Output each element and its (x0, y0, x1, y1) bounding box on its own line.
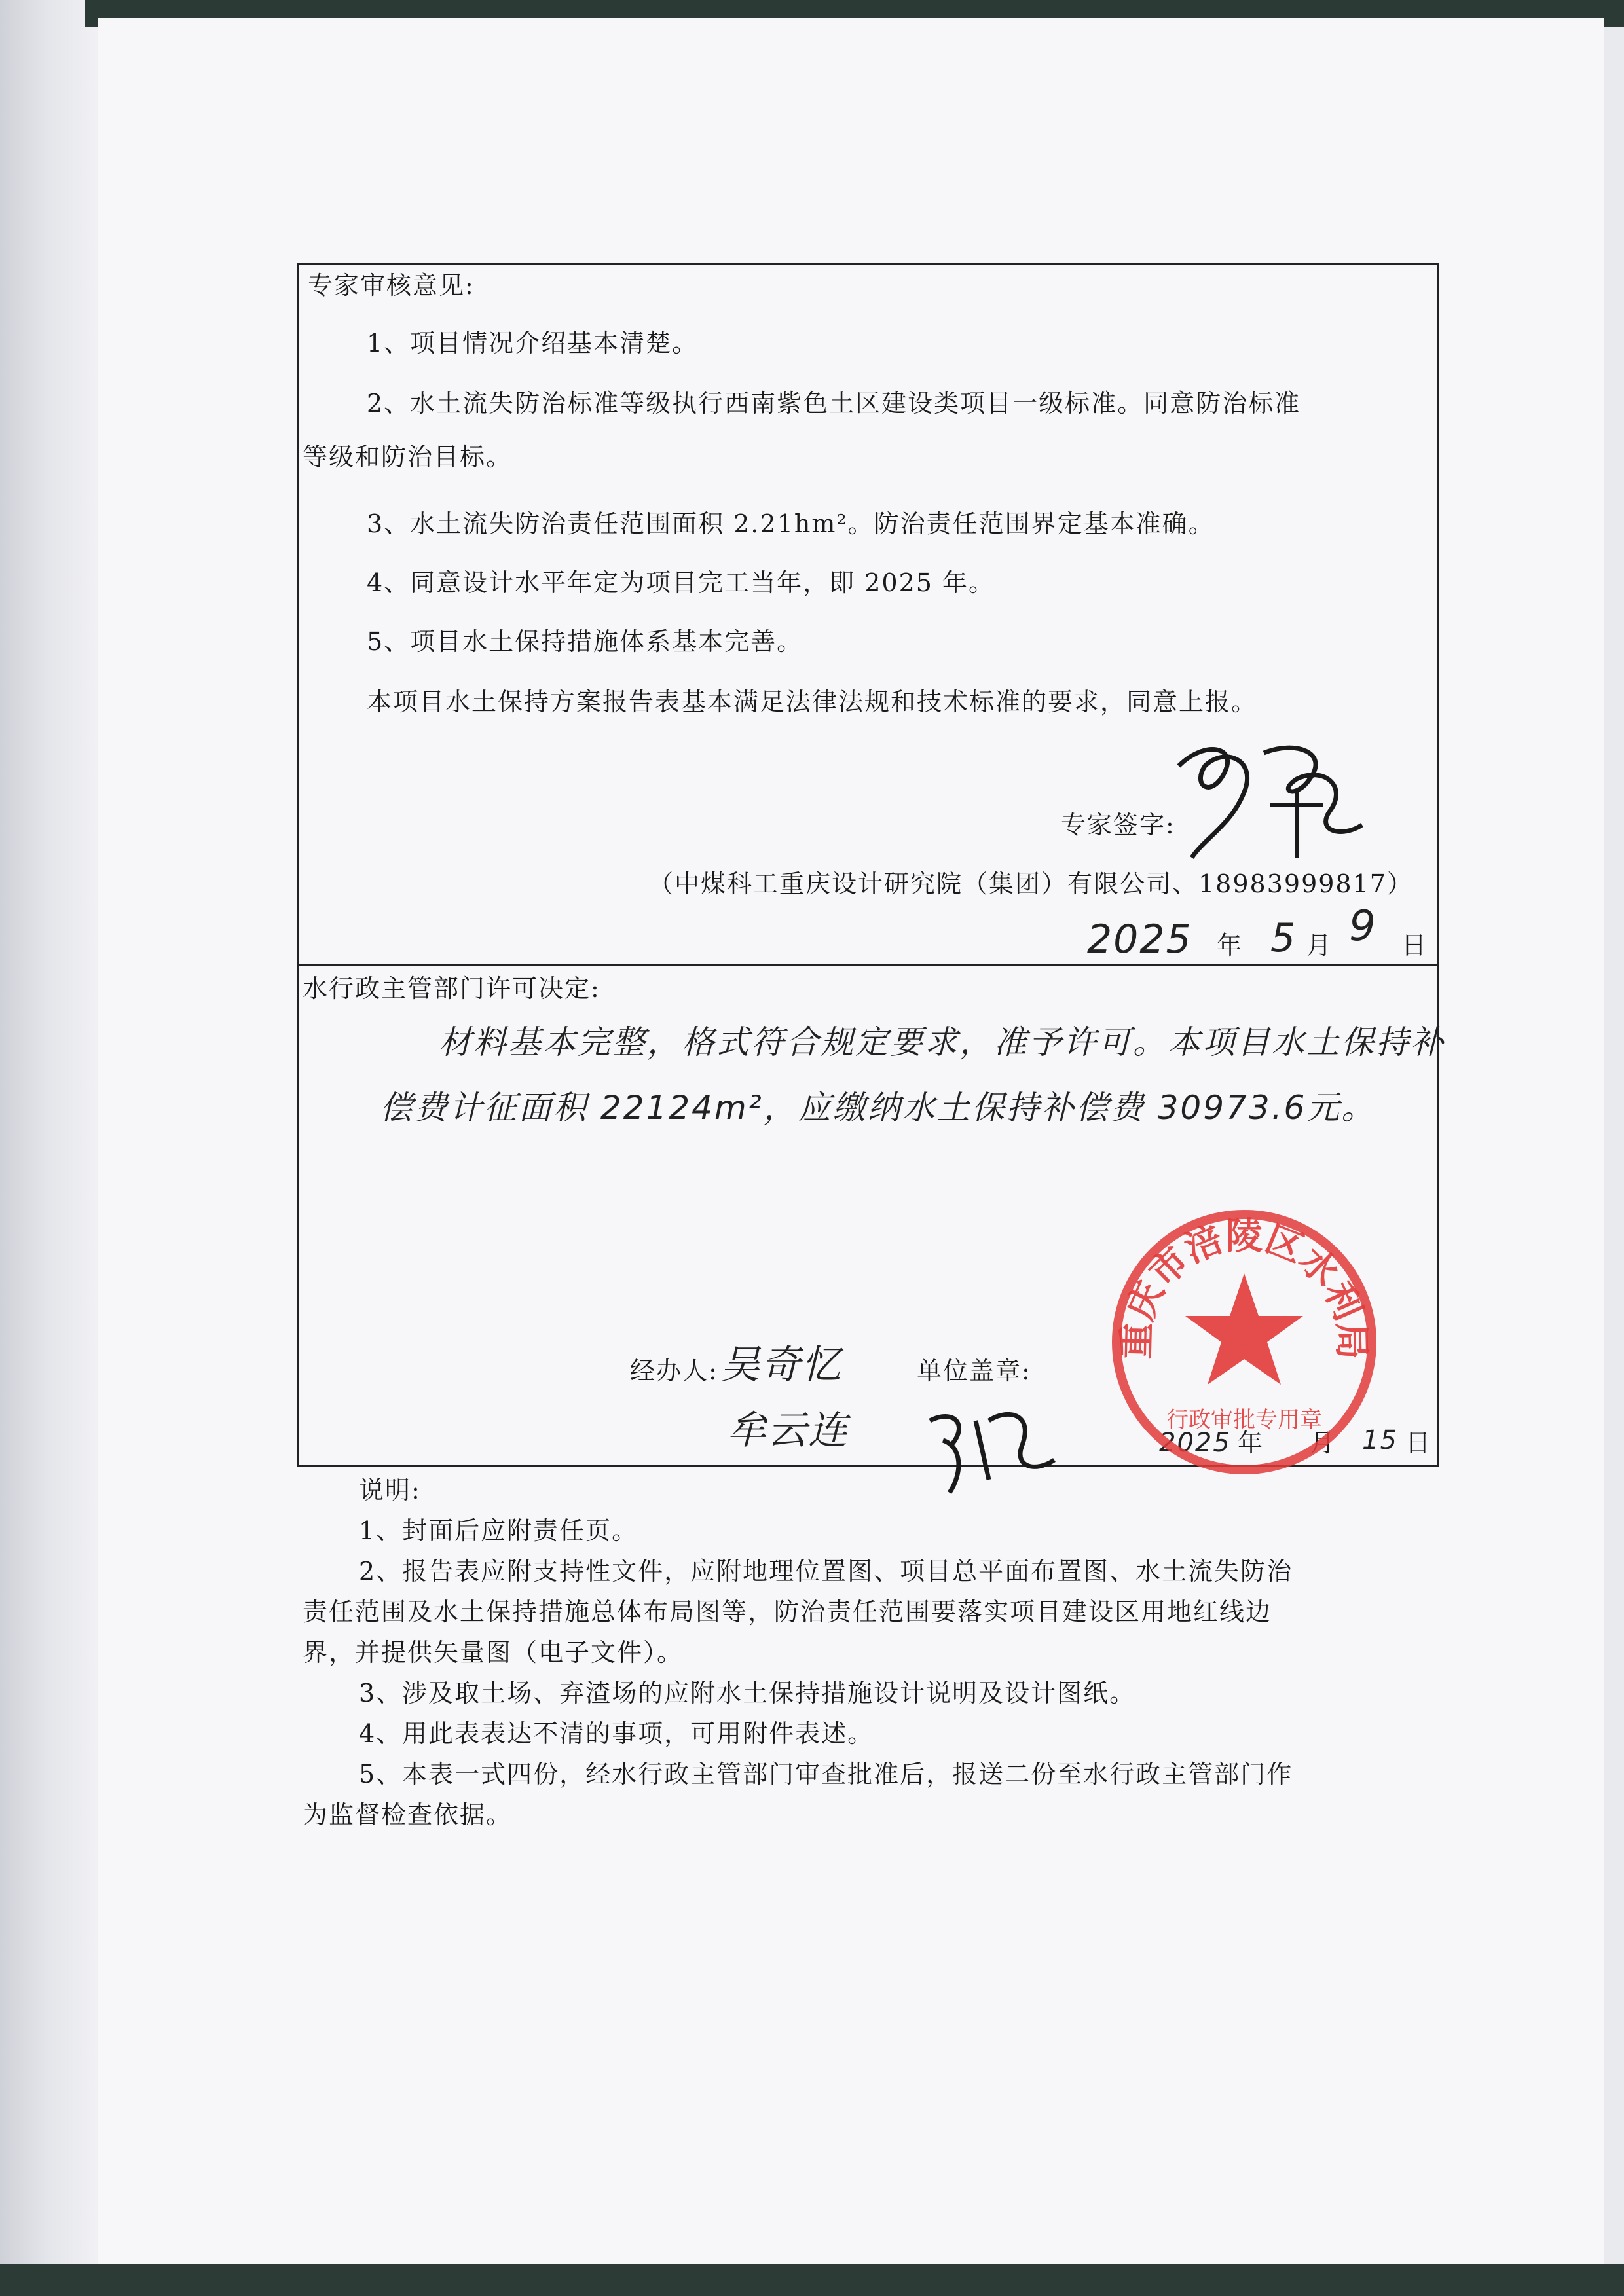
handler-signature: 吴奇忆 (720, 1342, 842, 1388)
table-divider (297, 964, 1439, 966)
expert-conclusion: 本项目水土保持方案报告表基本满足法律法规和技术标准的要求，同意上报。 (367, 687, 1258, 716)
scan-shadow (0, 0, 105, 2296)
svg-text:行政审批专用章: 行政审批专用章 (1166, 1407, 1322, 1433)
expert-signature-label: 专家签字: (1061, 811, 1175, 839)
admin-decision-heading: 水行政主管部门许可决定: (303, 974, 600, 1003)
expert-item-5: 5、项目水土保持措施体系基本完善。 (367, 627, 803, 656)
note-line-6: 4、用此表表达不清的事项，可用附件表述。 (359, 1719, 874, 1748)
note-line-8: 为监督检查依据。 (303, 1800, 513, 1829)
note-line-4: 界，并提供矢量图（电子文件）。 (303, 1638, 684, 1667)
expert-item-4: 4、同意设计水平年定为项目完工当年，即 2025 年。 (367, 568, 995, 597)
note-line-2: 2、报告表应附支持性文件，应附地理位置图、项目总平面布置图、水土流失防治 (359, 1557, 1293, 1586)
expert-date-year-label: 年 (1217, 931, 1244, 960)
expert-item-2-cont: 等级和防治目标。 (303, 443, 513, 471)
note-line-1: 1、封面后应附责任页。 (359, 1516, 638, 1545)
expert-affiliation: （中煤科工重庆设计研究院（集团）有限公司、18983999817） (648, 869, 1413, 898)
admin-date-month-label: 月 (1310, 1429, 1337, 1457)
admin-decision-line-2: 偿费计征面积 22124m²，应缴纳水土保持补偿费 30973.6元。 (380, 1089, 1376, 1127)
expert-date-day-label: 日 (1401, 931, 1428, 960)
official-seal-stamp (1107, 1205, 1382, 1480)
note-line-5: 3、涉及取土场、弃渣场的应附水土保持措施设计说明及设计图纸。 (359, 1679, 1136, 1707)
expert-date-month-label: 月 (1306, 931, 1333, 960)
expert-date-day: 9 (1349, 902, 1377, 951)
admin-decision-line-1: 材料基本完整，格式符合规定要求，准予许可。本项目水土保持补 (439, 1023, 1445, 1061)
approver-signature (923, 1401, 1061, 1499)
notes-heading: 说明: (359, 1476, 421, 1504)
expert-date-month: 5 (1270, 915, 1297, 961)
svg-text:重庆市涪陵区水利局: 重庆市涪陵区水利局 (1115, 1214, 1374, 1360)
handler-label: 经办人: (630, 1357, 718, 1385)
expert-item-3: 3、水土流失防治责任范围面积 2.21hm²。防治责任范围界定基本准确。 (367, 509, 1215, 538)
note-line-7: 5、本表一式四份，经水行政主管部门审查批准后，报送二份至水行政主管部门作 (359, 1760, 1293, 1789)
handler-signature-2: 牟云连 (727, 1408, 849, 1453)
scan-border-bottom (0, 2264, 1624, 2296)
admin-date-day: 15 (1362, 1425, 1398, 1455)
expert-date-year: 2025 (1087, 917, 1192, 962)
expert-opinion-heading: 专家审核意见: (308, 271, 475, 300)
admin-date-day-label: 日 (1405, 1429, 1432, 1457)
note-line-3: 责任范围及水土保持措施总体布局图等，防治责任范围要落实项目建设区用地红线边 (303, 1597, 1272, 1626)
seal-label: 单位盖章: (917, 1357, 1031, 1385)
admin-date-year-label: 年 (1238, 1429, 1264, 1457)
admin-date-year: 2025 (1159, 1428, 1231, 1458)
expert-item-1: 1、项目情况介绍基本清楚。 (367, 329, 699, 357)
expert-signature (1166, 727, 1382, 871)
expert-item-2: 2、水土流失防治标准等级执行西南紫色土区建设类项目一级标准。同意防治标准 (367, 389, 1301, 418)
